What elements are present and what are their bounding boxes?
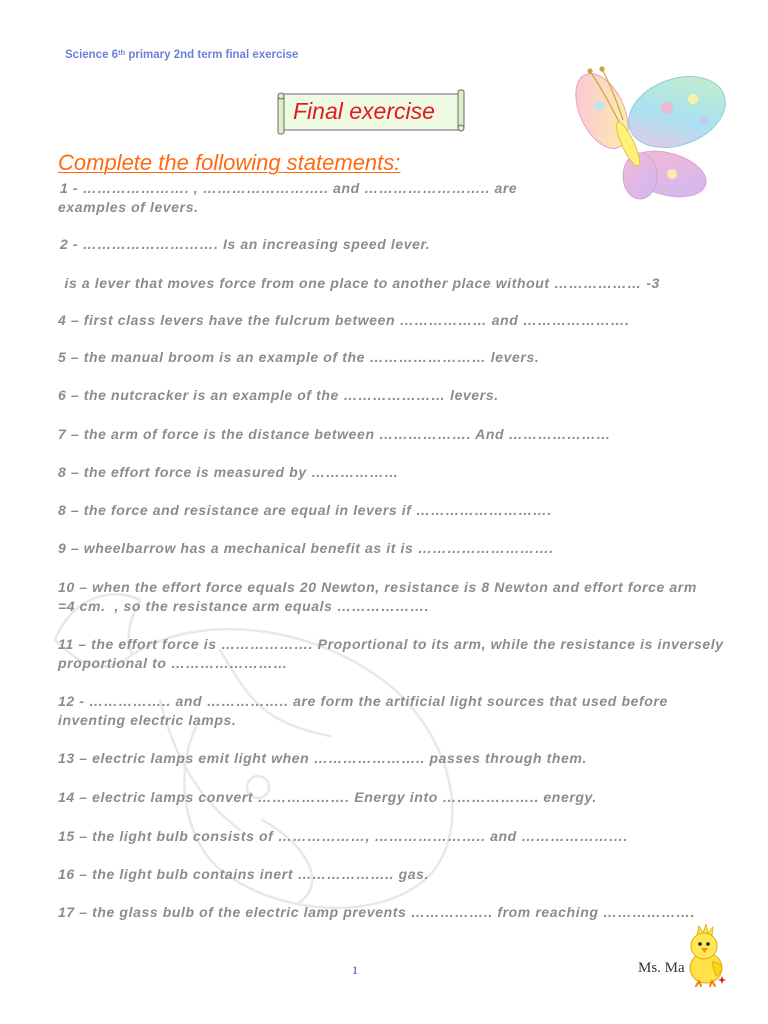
statement-11-line-1: 10 – when the effort force equals 20 Newton, resistance is 8 Newton and effort force arm <box>58 579 697 595</box>
chick-icon <box>682 924 728 988</box>
chick-eye <box>706 942 710 946</box>
instructions-heading: Complete the following statements: <box>58 150 401 175</box>
statement-01-line-1: 1 - …………………. , …………………….. and …………………….. are <box>60 180 518 196</box>
statement-04: 4 – first class levers have the fulcrum between ……………… and …………………. <box>58 312 630 328</box>
statement-18: 17 – the glass bulb of the electric lamp prevents …………….. from reaching ………………. <box>58 904 696 920</box>
statement-17: 16 – the light bulb contains inert ……………….. gas. <box>58 866 430 882</box>
statement-03: is a lever that moves force from one place to another place without ……………… -3 <box>60 275 660 291</box>
chick-head <box>691 933 717 959</box>
statement-06: 6 – the nutcracker is an example of the ………………… levers. <box>58 387 499 403</box>
statement-01-line-2: examples of levers. <box>58 199 199 215</box>
statement-11-line-2: =4 cm. , so the resistance arm equals ………………. <box>58 598 430 614</box>
header-suffix: primary 2nd term final exercise <box>125 49 299 61</box>
page-number: 1 <box>352 963 358 977</box>
statement-14: 13 – electric lamps emit light when ………………….. passes through them. <box>58 750 587 766</box>
author-signature: Ms. Ma <box>638 960 685 976</box>
statement-09: 8 – the force and resistance are equal in levers if ………………………. <box>58 502 552 518</box>
statement-10: 9 – wheelbarrow has a mechanical benefit as it is ………………………. <box>58 540 554 556</box>
document-header <box>65 47 298 63</box>
page-title: Final exercise <box>293 98 435 124</box>
statement-12-line-1: 11 – the effort force is ………………. Proportional to its arm, while the resistance is inversely <box>58 636 724 652</box>
header-prefix: Science 6 <box>65 49 119 61</box>
statement-05: 5 – the manual broom is an example of the …………………… levers. <box>58 349 540 365</box>
statement-13-line-2: inventing electric lamps. <box>58 712 237 728</box>
statement-13-line-1: 12 - …………….. and …………….. are form the artificial light sources that used before <box>58 693 668 709</box>
statement-08: 8 – the effort force is measured by ……………… <box>58 464 399 480</box>
butterfly-icon <box>572 66 734 202</box>
statement-02: 2 - ………………………. Is an increasing speed lever. <box>60 236 431 252</box>
header-superscript: th <box>118 48 126 57</box>
butterfly-wing <box>572 66 734 202</box>
statement-12-line-2: proportional to …………………… <box>58 655 288 671</box>
chick-eye <box>698 942 702 946</box>
statement-16: 15 – the light bulb consists of ………………, ………………….. and …………………. <box>58 828 629 844</box>
statement-15: 14 – electric lamps convert ………………. Energy into ……………….. energy. <box>58 789 597 805</box>
statement-07: 7 – the arm of force is the distance between ………………. And ………………… <box>58 426 611 442</box>
